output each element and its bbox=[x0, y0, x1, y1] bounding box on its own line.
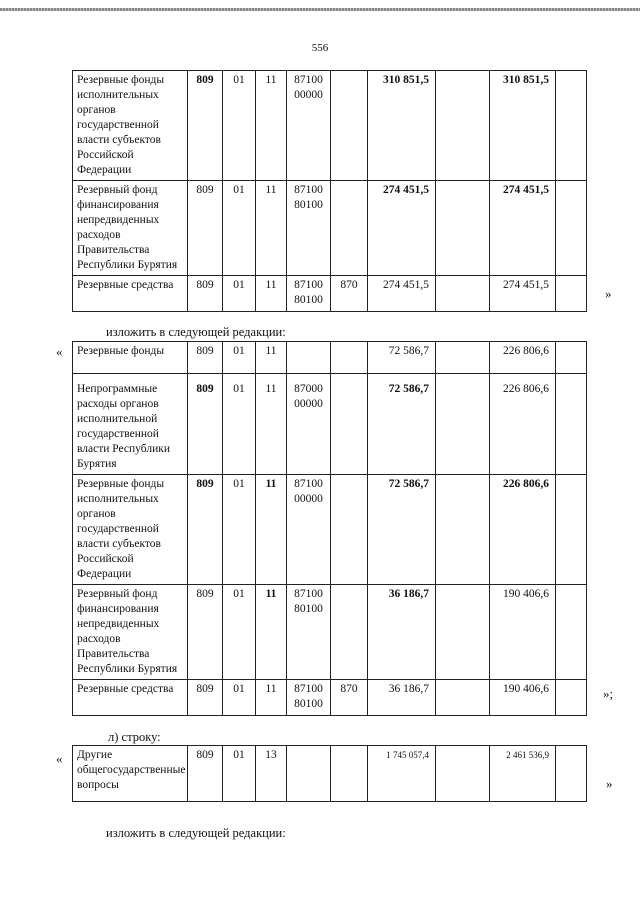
row-name: Резервные средства bbox=[73, 276, 188, 312]
amount-2 bbox=[436, 585, 490, 680]
scan-top-border bbox=[0, 8, 640, 11]
table-row bbox=[73, 71, 587, 181]
empty-cell bbox=[556, 374, 587, 475]
amount-1: 36 186,7 bbox=[368, 585, 436, 680]
code-ministry: 809 bbox=[188, 680, 223, 716]
code-expense-type bbox=[331, 71, 368, 181]
amount-3: 190 406,6 bbox=[490, 585, 556, 680]
code-section: 01 bbox=[223, 71, 256, 181]
amount-3: 274 451,5 bbox=[490, 276, 556, 312]
empty-cell bbox=[556, 475, 587, 585]
code-ministry: 809 bbox=[188, 374, 223, 475]
table-row bbox=[73, 475, 587, 585]
amount-2 bbox=[436, 746, 490, 802]
amount-1: 36 186,7 bbox=[368, 680, 436, 716]
row-name: Резервный фонд финансирования непредвиденных расходов Правительства Республики Бурятия bbox=[73, 585, 188, 680]
table-row bbox=[73, 746, 587, 802]
open-quote: « bbox=[56, 751, 63, 766]
amount-1: 310 851,5 bbox=[368, 71, 436, 181]
code-target: 87100 80100 bbox=[287, 680, 331, 716]
code-ministry: 809 bbox=[188, 475, 223, 585]
edit-instruction: изложить в следующей редакции: bbox=[106, 826, 286, 840]
amount-3: 226 806,6 bbox=[490, 374, 556, 475]
amount-3: 190 406,6 bbox=[490, 680, 556, 716]
code-expense-type: 870 bbox=[331, 680, 368, 716]
empty-cell bbox=[556, 746, 587, 802]
amount-1: 274 451,5 bbox=[368, 181, 436, 276]
code-ministry: 809 bbox=[188, 276, 223, 312]
row-name: Резервные средства bbox=[73, 680, 188, 716]
amount-1: 274 451,5 bbox=[368, 276, 436, 312]
close-quote: »; bbox=[603, 686, 614, 701]
code-expense-type bbox=[331, 342, 368, 374]
code-subsection: 11 bbox=[256, 71, 287, 181]
code-subsection: 11 bbox=[256, 585, 287, 680]
table-row bbox=[73, 342, 587, 374]
budget-table-new-reserve bbox=[72, 341, 587, 716]
amount-3: 310 851,5 bbox=[490, 71, 556, 181]
amount-2 bbox=[436, 342, 490, 374]
code-ministry: 809 bbox=[188, 342, 223, 374]
code-target: 87000 00000 bbox=[287, 374, 331, 475]
code-expense-type bbox=[331, 181, 368, 276]
code-section: 01 bbox=[223, 181, 256, 276]
empty-cell bbox=[556, 585, 587, 680]
table-row bbox=[73, 276, 587, 312]
code-subsection: 11 bbox=[256, 276, 287, 312]
row-name: Резервные фонды bbox=[73, 342, 188, 374]
amount-1: 1 745 057,4 bbox=[368, 746, 436, 802]
code-section: 01 bbox=[223, 342, 256, 374]
code-target bbox=[287, 342, 331, 374]
code-expense-type bbox=[331, 374, 368, 475]
code-subsection: 13 bbox=[256, 746, 287, 802]
code-section: 01 bbox=[223, 585, 256, 680]
table-row bbox=[73, 585, 587, 680]
page-number: 556 bbox=[311, 42, 329, 54]
row-name: Другие общегосударственные вопросы bbox=[73, 746, 188, 802]
code-section: 01 bbox=[223, 746, 256, 802]
code-target: 87100 00000 bbox=[287, 475, 331, 585]
row-name: Резервные фонды исполнительных органов государственной власти субъектов Российской Федерации bbox=[73, 71, 188, 181]
code-section: 01 bbox=[223, 374, 256, 475]
code-target bbox=[287, 746, 331, 802]
code-ministry: 809 bbox=[188, 71, 223, 181]
code-expense-type bbox=[331, 746, 368, 802]
code-section: 01 bbox=[223, 680, 256, 716]
amount-1: 72 586,7 bbox=[368, 475, 436, 585]
amount-3: 226 806,6 bbox=[490, 475, 556, 585]
amount-2 bbox=[436, 374, 490, 475]
empty-cell bbox=[556, 181, 587, 276]
amount-2 bbox=[436, 181, 490, 276]
code-subsection: 11 bbox=[256, 475, 287, 585]
code-expense-type bbox=[331, 475, 368, 585]
amount-2 bbox=[436, 276, 490, 312]
empty-cell bbox=[556, 276, 587, 312]
code-subsection: 11 bbox=[256, 680, 287, 716]
row-instruction: л) строку: bbox=[108, 730, 161, 744]
code-subsection: 11 bbox=[256, 181, 287, 276]
close-quote: » bbox=[606, 776, 613, 791]
code-ministry: 809 bbox=[188, 585, 223, 680]
amount-3: 2 461 536,9 bbox=[490, 746, 556, 802]
code-expense-type: 870 bbox=[331, 276, 368, 312]
code-expense-type bbox=[331, 585, 368, 680]
code-ministry: 809 bbox=[188, 181, 223, 276]
amount-2 bbox=[436, 71, 490, 181]
close-quote: » bbox=[605, 286, 612, 301]
budget-table-general-questions bbox=[72, 745, 587, 802]
amount-1: 72 586,7 bbox=[368, 374, 436, 475]
code-target: 87100 80100 bbox=[287, 276, 331, 312]
table-row bbox=[73, 374, 587, 475]
empty-cell bbox=[556, 71, 587, 181]
open-quote: « bbox=[56, 344, 63, 359]
budget-table-old-reserve bbox=[72, 70, 587, 312]
empty-cell bbox=[556, 680, 587, 716]
code-ministry: 809 bbox=[188, 746, 223, 802]
code-section: 01 bbox=[223, 475, 256, 585]
code-target: 87100 00000 bbox=[287, 71, 331, 181]
row-name: Резервный фонд финансирования непредвиденных расходов Правительства Республики Бурятия bbox=[73, 181, 188, 276]
amount-2 bbox=[436, 680, 490, 716]
empty-cell bbox=[556, 342, 587, 374]
table-row bbox=[73, 680, 587, 716]
amount-1: 72 586,7 bbox=[368, 342, 436, 374]
code-subsection: 11 bbox=[256, 374, 287, 475]
table-row bbox=[73, 181, 587, 276]
code-target: 87100 80100 bbox=[287, 585, 331, 680]
code-section: 01 bbox=[223, 276, 256, 312]
edit-instruction: изложить в следующей редакции: bbox=[106, 325, 286, 339]
code-subsection: 11 bbox=[256, 342, 287, 374]
row-name: Резервные фонды исполнительных органов государственной власти субъектов Российской Федерации bbox=[73, 475, 188, 585]
amount-2 bbox=[436, 475, 490, 585]
code-target: 87100 80100 bbox=[287, 181, 331, 276]
amount-3: 226 806,6 bbox=[490, 342, 556, 374]
row-name: Непрограммные расходы органов исполнительной государственной власти Республики Бурятия bbox=[73, 374, 188, 475]
amount-3: 274 451,5 bbox=[490, 181, 556, 276]
